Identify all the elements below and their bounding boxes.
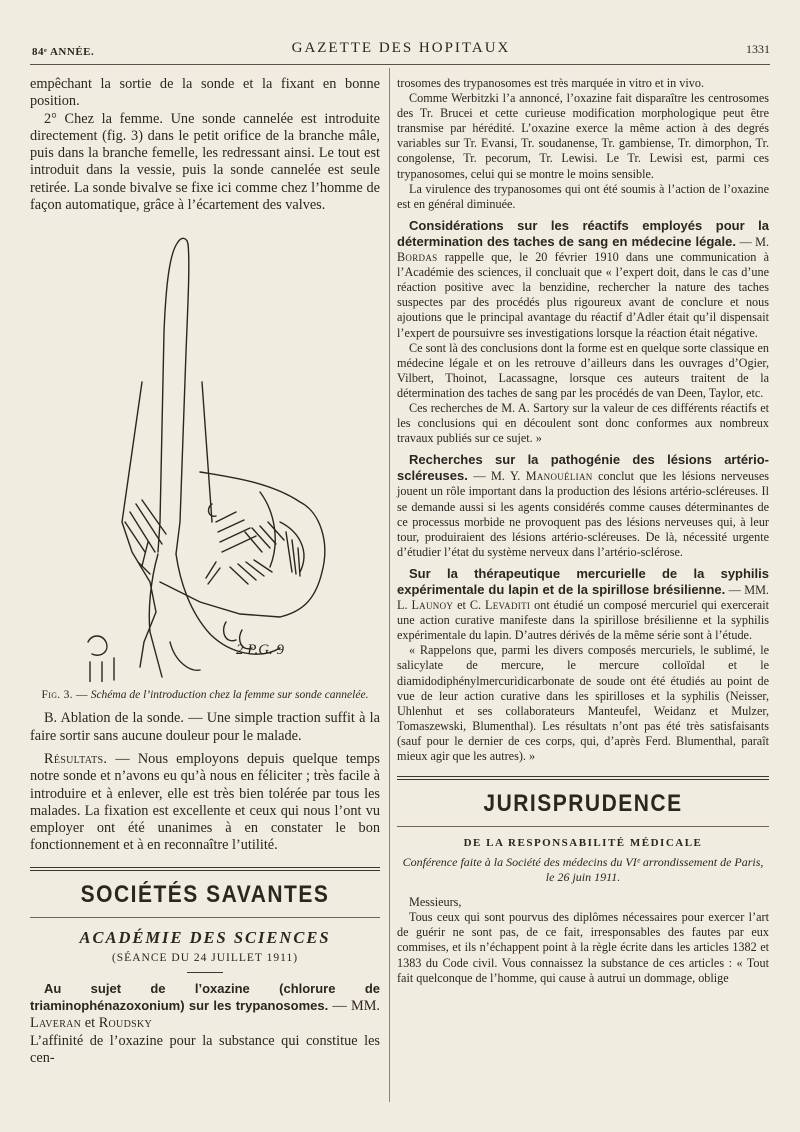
short-rule xyxy=(187,972,223,973)
author-launoy: Launoy xyxy=(411,598,454,613)
author-laveran: Laveran xyxy=(30,1015,82,1032)
paragraph-jurisprudence: Tous ceux qui sont pourvus des diplômes nécessaires pour exercer l’art de guérir ne sont pas, de ce fait, irresponsables des fautes par eux commises, et ils n’échappent point à la règle écrite dans les articles 1382 et 1383 du Code civil. Vous connaissez la substance de ces articles : « Tout fait quelconque de l’homme, qui cause à autrui un dommage, oblige xyxy=(397,910,769,985)
header-rule xyxy=(30,64,770,65)
conference-note: Conférence faite à la Société des médecins du VIᵉ arrondissement de Paris, le 26 juin 1911. xyxy=(402,855,764,885)
author-manouelian: Manouélian xyxy=(525,469,593,484)
section-divider xyxy=(30,867,380,871)
paragraph-recherches: Recherches sur la pathogénie des lésions artério-scléreuses. — M. Y. Manouélian conclut que les lésions nerveuses jouent un rôle important dans la production des lésions artério-scléreuses. Il se demande aussi si les agents considérés comme causes déterminantes de ce processus morbide ne provoquent pas des lésions nerveuses qui, à leur tour, produiraient des lésions artério-scléreuses. De là, nécessité urgente d’étudier l’état du système nerveux dans l’artério-sclérose. xyxy=(397,452,769,559)
page-number: 1331 xyxy=(746,42,770,56)
paragraph-femme: 2° Chez la femme. Une sonde cannelée est introduite directement (fig. 3) dans le petit orifice de la branche mâle, puis dans la branche femelle, les redressant ainsi. Le tout est introduit dans la vessie, puis la sonde cannelée est seule retirée. La sonde bivalve se fixe ici comme chez l’homme de façon automatique, grâce à l’écartement des valves. xyxy=(30,110,380,214)
section-rule xyxy=(30,917,380,918)
resultats-text: — Nous employons depuis quelque temps notre sonde et n’avons eu qu’à nous en féliciter ; très facile à introduire et à enlever, elle est très bien tolérée par tous les malades. La fixation est excellente et ceux qui nous l’ont vu employer ont été unanimes à en constater le bon fonctionnement et à en reconnaître l’utilité. xyxy=(30,750,380,854)
paragraph-sartory: Ces recherches de M. A. Sartory sur la valeur de ces différents réactifs et les conclusions qui en découlent sont donc conformes aux nombreux travaux publiés sur ce sujet. » xyxy=(397,400,769,446)
paragraph-ablation: B. Ablation de la sonde. — Une simple traction suffit à la faire sortir sans aucune douleur pour le malade. xyxy=(30,710,380,744)
author-levaditi: Levaditi xyxy=(485,598,531,613)
paragraph-resultats xyxy=(30,751,380,855)
year-label: 84ᵉ ANNÉE. xyxy=(32,46,95,58)
caption-label: Fig. 3. — xyxy=(41,689,88,702)
section-divider-right xyxy=(397,776,769,780)
paragraph-oxazine: Au sujet de l’oxazine (chlorure de triaminophénazoxonium) sur les trypanosomes. — MM. Laveran et Roudsky xyxy=(30,980,380,1032)
figure-3 xyxy=(30,222,370,682)
author-roudsky: Roudsky xyxy=(98,1015,152,1032)
paragraph-centrosomes: trosomes des trypanosomes est très marquée in vitro et in vivo. xyxy=(397,76,704,90)
resultats-label: Résultats. xyxy=(44,750,108,767)
section-rule-right xyxy=(397,826,769,827)
journal-title: GAZETTE DES HOPITAUX xyxy=(291,40,511,56)
salutation: Messieurs, xyxy=(409,895,462,910)
column-divider xyxy=(389,68,390,1102)
paragraph-oxazine-text: L’affinité de l’oxazine pour la substance qui constitue les cen- xyxy=(30,1032,380,1066)
author-bordas: Bordas xyxy=(397,250,438,265)
paragraph-therapeutique: Sur la thérapeutique mercurielle de la syphilis expérimentale du lapin et de la spirillose brésilienne. — MM. L. Launoy et C. Levaditi ont étudié un composé mercuriel qui exercerait une action curative manifeste dans la spirillose brésilienne et la syphilis expérimentale du lapin. D’autres dérivés de la même série sont à l’étude. xyxy=(397,565,769,643)
paragraph-virulence: La virulence des trypanosomes qui ont été soumis à l’action de l’oxazine est en général diminuée. xyxy=(397,181,769,211)
right-column xyxy=(397,76,769,986)
paragraph-classique: Ce sont là des conclusions dont la forme est en quelque sorte classique en médecine légale et on les retrouve d’ailleurs dans les ouvrages d’Ogier, Vilbert, Thoinot, Lacassagne, lorsque ces auteurs traitent de la détermination des taches de sang par les procédés de van Deen, Taylor, etc. xyxy=(397,340,769,400)
section-title-jurisprudence: JURISPRUDENCE xyxy=(483,790,683,817)
considerations-heading: Considérations sur les réactifs employés pour la détermination des taches de sang en médecine légale. xyxy=(397,217,769,249)
therapeutique-heading: Sur la thérapeutique mercurielle de la syphilis expérimentale du lapin et de la spirillose brésilienne. xyxy=(397,565,769,597)
paragraph-werbitzki: Comme Werbitzki l’a annoncé, l’oxazine fait disparaître les centrosomes des Tr. Brucei et cette curieuse modification morphologique peut être transmise par hérédité. L’oxazine exerce la même action à des degrés variables sur Tr. Evansi, Tr. soudanense, Tr. gambiense, Tr. dimorphon, Tr. congolense, Tr. pecorum, Tr. Lewisi. Le Tr. Lewisi est, parmi ces trypanosomes, celui qui se montre le moins sensible. xyxy=(397,91,769,181)
caption-text: Schéma de l’introduction chez la femme sur sonde cannelée. xyxy=(90,689,369,702)
running-head xyxy=(32,40,770,60)
paragraph-considerations: Considérations sur les réactifs employés pour la détermination des taches de sang en médecine légale. — M. Bordas rappelle que, le 20 février 1910 dans une communication à l’Académie des sciences, il concluait que « l’expert doit, dans le cas d’une réaction positive avec la benzidine, rechercher la nature des taches suspectes par des procédés plus rigoureux avant de conclure et nous ajoutions que le principal avantage du réactif d’Adler était qu’il dispensait l’expert de poursuivre ses investigations lorsque la réaction était négative. xyxy=(397,217,769,340)
left-column xyxy=(30,76,380,1067)
recherches-heading: Recherches sur la pathogénie des lésions artério-scléreuses. xyxy=(397,452,769,484)
oxazine-heading: Au sujet de l’oxazine (chlorure de triaminophénazoxonium) sur les trypanosomes. xyxy=(30,980,380,1014)
academie-title: ACADÉMIE DES SCIENCES xyxy=(79,927,331,947)
seance-date: (SÉANCE DU 24 JUILLET 1911) xyxy=(111,951,299,964)
handwritten-annotation: 2 P.G. 9 xyxy=(236,642,285,659)
catheter-diagram xyxy=(30,222,370,682)
paragraph-rappelons: « Rappelons que, parmi les divers composés mercuriels, le sublimé, le salicylate de mercure, le mercure colloïdal et le diamidodiphénylmercuridicarbonate de soude ont été étudiés au point de vue de leur action curative dans les spirilloses et la syphilis (Neisser, Uhlenhut et ses collaborateurs Manteufel, Weidanz et Mulzer, Tomaszewski, Blumenthal). Les résultats n’ont pas été très satisfaisants (sauf pour le dernier de ces corps, qui, d’après Ferd. Blumenthal, paraît mieux agir que les autres). » xyxy=(397,643,769,764)
section-title-societes: SOCIÉTÉS SAVANTES xyxy=(80,880,330,908)
figure-caption xyxy=(30,688,380,702)
responsabilite-heading: DE LA RESPONSABILITÉ MÉDICALE xyxy=(463,837,703,850)
paragraph-continuation: empêchant la sortie de la sonde et la fixant en bonne position. xyxy=(30,76,380,110)
